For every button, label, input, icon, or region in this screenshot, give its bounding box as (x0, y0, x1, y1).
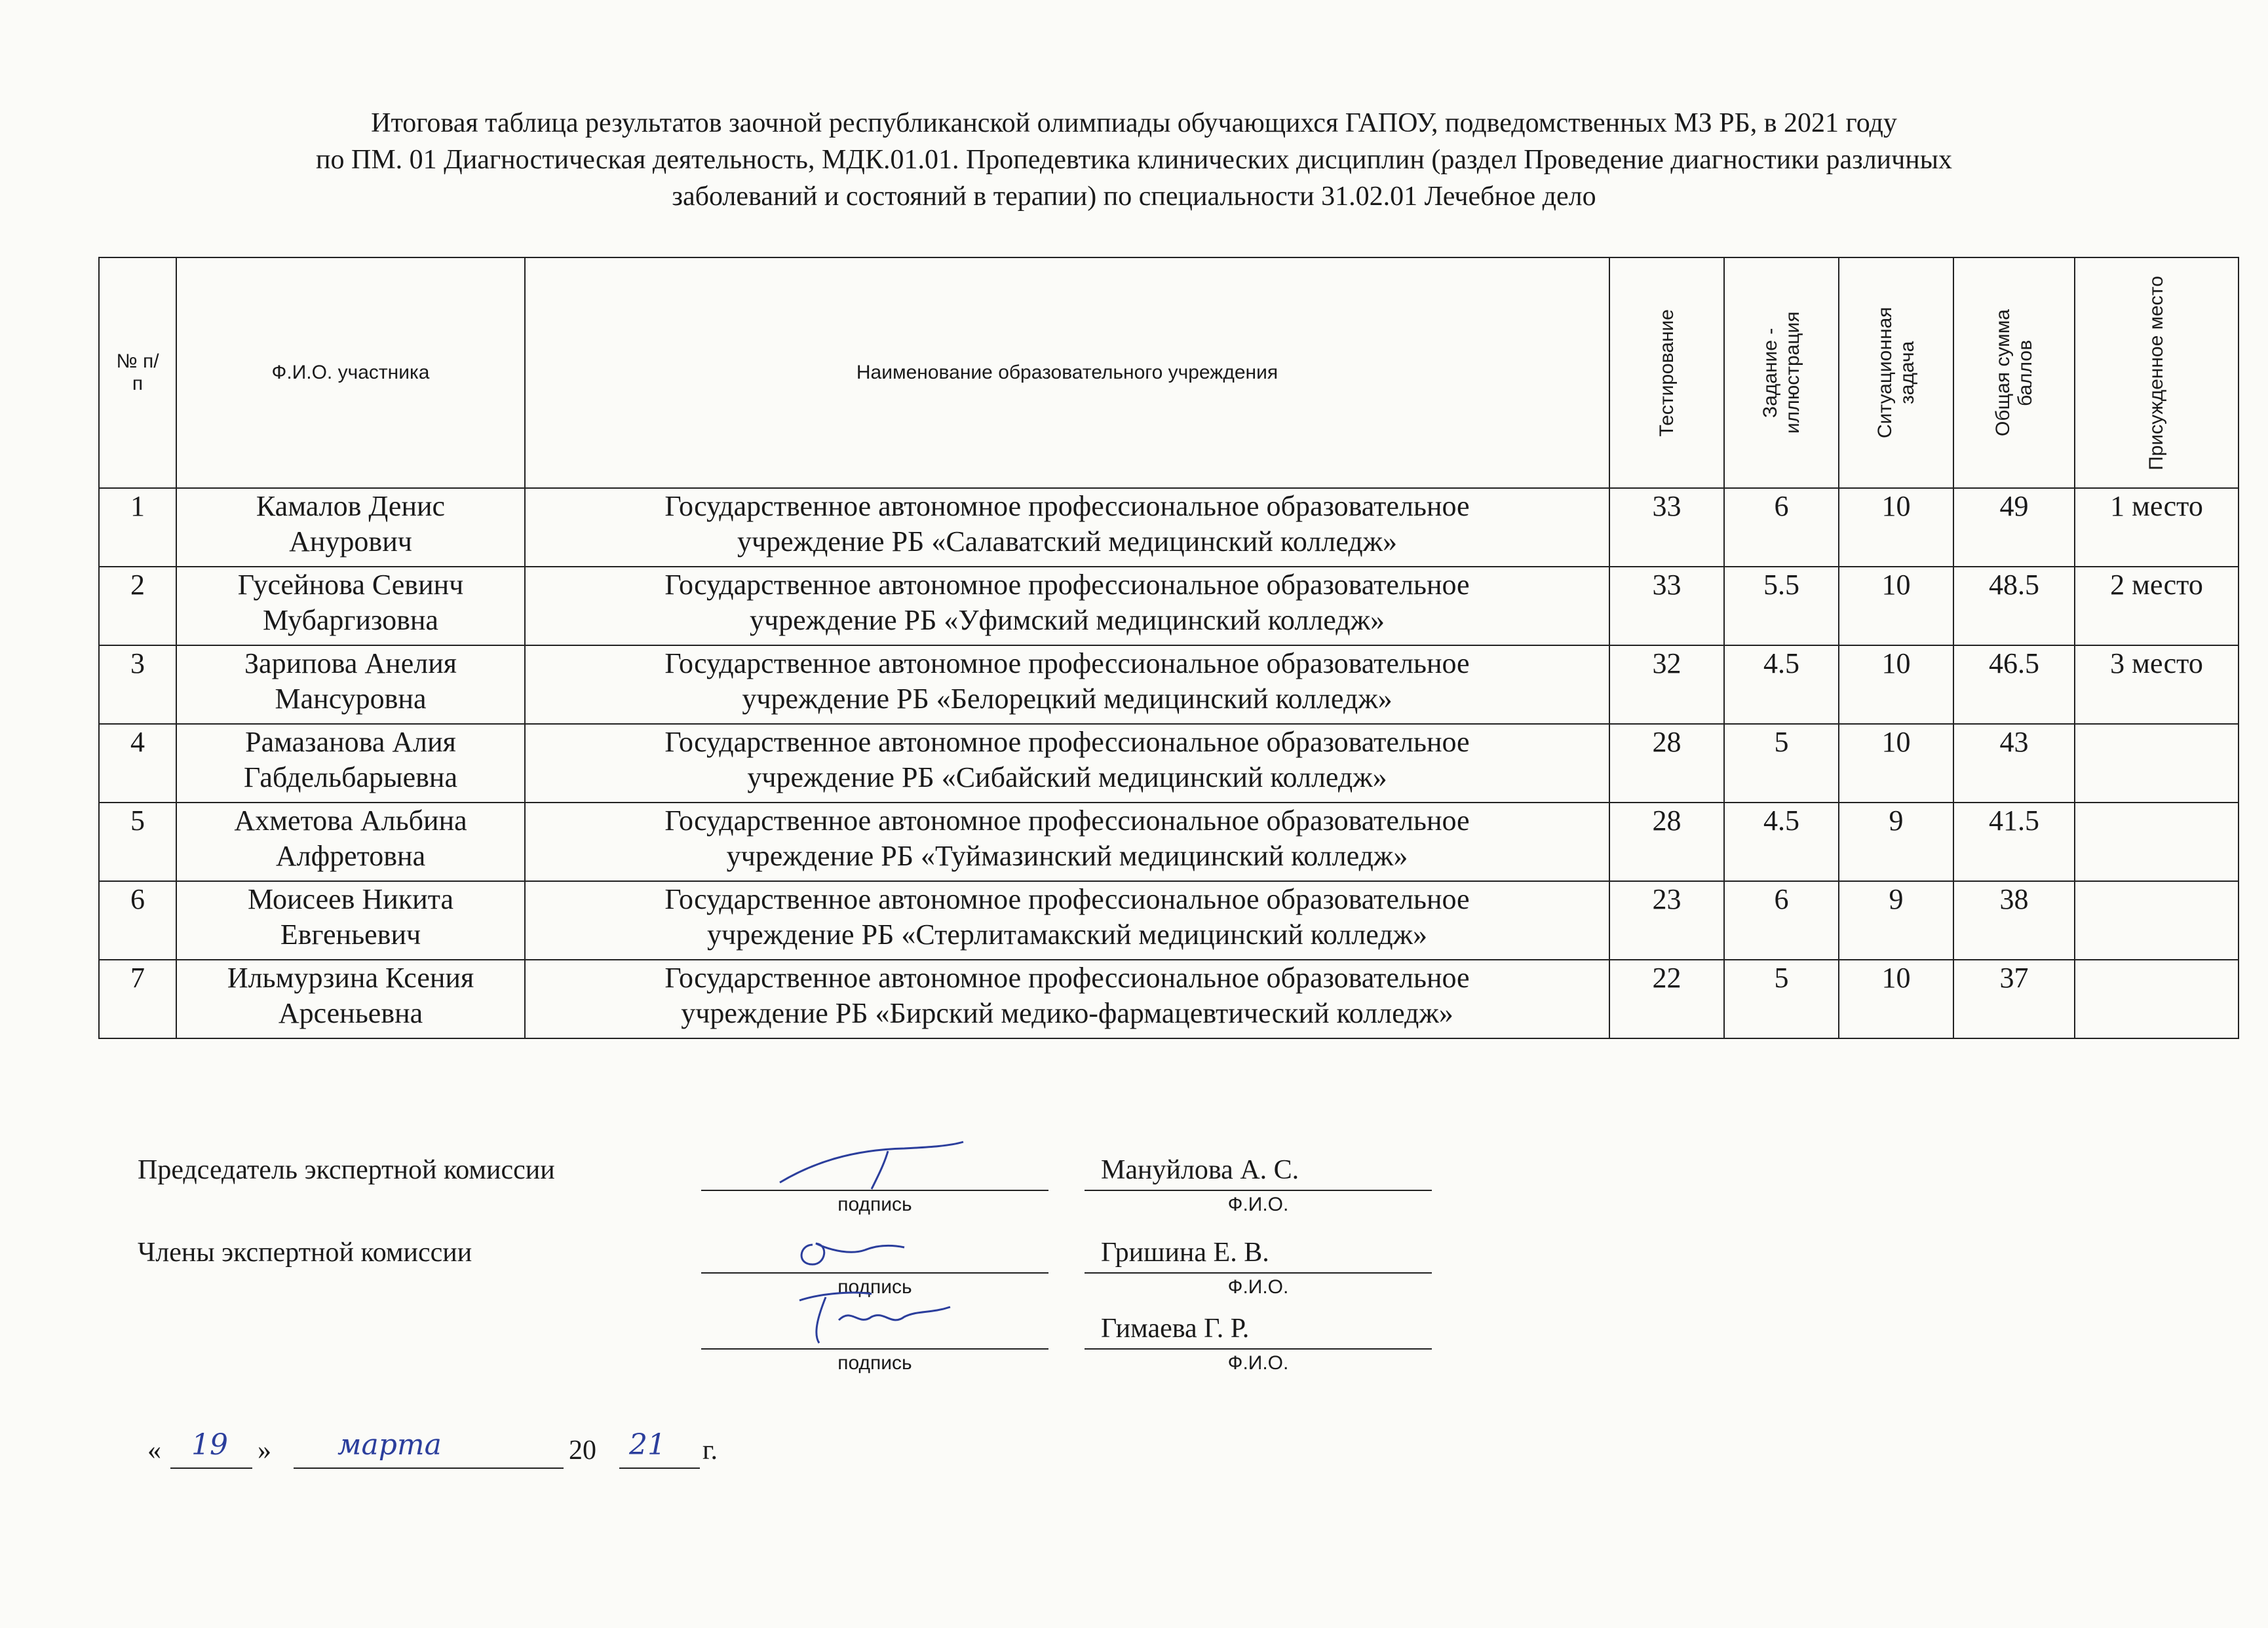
institution-line-2: учреждение РБ «Салаватский медицинский колледж» (737, 525, 1397, 558)
institution-line-2: учреждение РБ «Белорецкий медицинский колледж» (742, 683, 1393, 715)
cell-place (2075, 724, 2239, 803)
institution-line-1: Государственное автономное профессиональное образовательное (664, 490, 1470, 522)
chair-fio-caption: Ф.И.О. (1227, 1194, 1289, 1215)
cell-situation: 10 (1839, 567, 1953, 645)
cell-name (176, 567, 525, 645)
cell-total: 37 (1953, 960, 2075, 1038)
institution-line-2: учреждение РБ «Туймазинский медицинский колледж» (726, 840, 1408, 872)
institution-line-1: Государственное автономное профессиональное образовательное (664, 569, 1470, 601)
institution-line-2: учреждение РБ «Сибайский медицинский колледж» (747, 761, 1387, 793)
cell-illustration: 5 (1724, 960, 1839, 1038)
cell-total: 46.5 (1953, 645, 2075, 724)
date-open-quote: « (147, 1435, 161, 1466)
cell-test: 33 (1609, 488, 1724, 567)
member2-fio-caption: Ф.И.О. (1227, 1352, 1289, 1374)
name-line-1: Гусейнова Севинч (237, 569, 464, 601)
name-line-2: Анурович (289, 525, 412, 558)
header-illustration (1724, 257, 1839, 488)
cell-place (2075, 881, 2239, 960)
cell-test: 22 (1609, 960, 1724, 1038)
cell-num: 7 (99, 960, 176, 1038)
cell-name (176, 803, 525, 881)
institution-line-2: учреждение РБ «Стерлитамакский медицинский колледж» (706, 918, 1427, 951)
cell-illustration: 4.5 (1724, 803, 1839, 881)
cell-name (176, 881, 525, 960)
cell-total: 41.5 (1953, 803, 2075, 881)
institution-line-1: Государственное автономное профессиональное образовательное (664, 726, 1470, 758)
date-year-unit: г. (702, 1435, 718, 1466)
cell-situation: 9 (1839, 803, 1953, 881)
chair-fio-line (1085, 1190, 1432, 1191)
chair-signature-caption: подпись (837, 1194, 912, 1215)
header-test-label: Тестирование (1655, 309, 1678, 437)
cell-situation: 9 (1839, 881, 1953, 960)
title-line-3: заболеваний и состояний в терапии) по специальности 31.02.01 Лечебное дело (672, 181, 1596, 212)
cell-institution (525, 803, 1609, 881)
cell-num: 5 (99, 803, 176, 881)
cell-total: 48.5 (1953, 567, 2075, 645)
cell-place: 2 место (2075, 567, 2239, 645)
institution-line-2: учреждение РБ «Уфимский медицинский колледж» (750, 604, 1385, 636)
header-name: Ф.И.О. участника (176, 257, 525, 488)
header-situation (1839, 257, 1953, 488)
cell-name (176, 960, 525, 1038)
table-row (99, 488, 2239, 567)
member1-fio-caption: Ф.И.О. (1227, 1276, 1289, 1298)
table-row (99, 645, 2239, 724)
table-row (99, 803, 2239, 881)
members-label: Члены экспертной комиссии (138, 1238, 472, 1268)
table-row (99, 881, 2239, 960)
cell-place: 1 место (2075, 488, 2239, 567)
header-total (1953, 257, 2075, 488)
date-month: марта (337, 1428, 442, 1462)
cell-place (2075, 960, 2239, 1038)
header-row (99, 257, 2239, 488)
institution-line-1: Государственное автономное профессиональное образовательное (664, 805, 1470, 837)
name-line-1: Моисеев Никита (247, 883, 453, 915)
results-table (98, 257, 2239, 1039)
cell-illustration: 5.5 (1724, 567, 1839, 645)
member1-name: Гришина Е. В. (1101, 1238, 1269, 1268)
name-line-1: Ильмурзина Ксения (227, 962, 474, 994)
cell-num: 3 (99, 645, 176, 724)
cell-test: 32 (1609, 645, 1724, 724)
member2-signature-caption: подпись (837, 1352, 912, 1374)
member1-signature-caption: подпись (837, 1276, 912, 1298)
title-line-2: по ПМ. 01 Диагностическая деятельность, МДК.01.01. Пропедевтика клинических дисциплин (раздел Проведение диагностики различных (316, 145, 1952, 175)
member2-signature (780, 1281, 976, 1353)
chair-label: Председатель экспертной комиссии (138, 1155, 555, 1185)
cell-situation: 10 (1839, 960, 1953, 1038)
cell-illustration: 6 (1724, 488, 1839, 567)
cell-institution (525, 645, 1609, 724)
name-line-2: Арсеньевна (278, 997, 423, 1029)
chair-name: Мануйлова А. С. (1101, 1155, 1299, 1185)
header-num: № п/п (99, 257, 176, 488)
cell-institution (525, 567, 1609, 645)
date-month-line (294, 1467, 564, 1469)
header-illustration-label: Задание - иллюстрация (1759, 311, 1803, 434)
cell-num: 6 (99, 881, 176, 960)
date-year-prefix: 20 (569, 1435, 596, 1466)
table-row (99, 567, 2239, 645)
date-year-suffix: 21 (629, 1428, 666, 1462)
title-line-1: Итоговая таблица результатов заочной республиканской олимпиады обучающихся ГАПОУ, подведомственных МЗ РБ, в 2021 году (371, 108, 1897, 138)
header-test (1609, 257, 1724, 488)
cell-name (176, 724, 525, 803)
cell-total: 49 (1953, 488, 2075, 567)
cell-test: 33 (1609, 567, 1724, 645)
table-row (99, 960, 2239, 1038)
name-line-1: Камалов Денис (256, 490, 446, 522)
cell-total: 43 (1953, 724, 2075, 803)
cell-num: 1 (99, 488, 176, 567)
table-row (99, 724, 2239, 803)
cell-situation: 10 (1839, 488, 1953, 567)
institution-line-1: Государственное автономное профессиональное образовательное (664, 962, 1470, 994)
header-institution: Наименование образовательного учреждения (525, 257, 1609, 488)
name-line-2: Алфретовна (275, 840, 426, 872)
cell-num: 2 (99, 567, 176, 645)
cell-institution (525, 960, 1609, 1038)
date-day-line (170, 1467, 252, 1469)
cell-institution (525, 724, 1609, 803)
institution-line-2: учреждение РБ «Бирский медико-фармацевтический колледж» (681, 997, 1453, 1029)
cell-place: 3 место (2075, 645, 2239, 724)
header-situation-label: Ситуационная задача (1874, 307, 1918, 439)
member1-signature (786, 1225, 917, 1278)
cell-test: 23 (1609, 881, 1724, 960)
member2-fio-line (1085, 1348, 1432, 1350)
cell-test: 28 (1609, 803, 1724, 881)
cell-illustration: 6 (1724, 881, 1839, 960)
cell-name (176, 645, 525, 724)
cell-illustration: 4.5 (1724, 645, 1839, 724)
name-line-2: Мубаргизовна (263, 604, 438, 636)
header-total-label: Общая сумма баллов (1991, 309, 2036, 437)
cell-place (2075, 803, 2239, 881)
cell-num: 4 (99, 724, 176, 803)
name-line-2: Мансуровна (275, 683, 427, 715)
member1-fio-line (1085, 1272, 1432, 1274)
name-line-1: Ахметова Альбина (234, 805, 467, 837)
date-day: 19 (191, 1428, 228, 1462)
cell-institution (525, 488, 1609, 567)
cell-test: 28 (1609, 724, 1724, 803)
name-line-2: Евгеньевич (280, 918, 421, 951)
document-title (0, 105, 2268, 215)
name-line-1: Зарипова Анелия (244, 647, 457, 679)
cell-illustration: 5 (1724, 724, 1839, 803)
institution-line-1: Государственное автономное профессиональное образовательное (664, 647, 1470, 679)
header-place-label: Присужденное место (2145, 275, 2167, 470)
chair-signature (773, 1137, 970, 1196)
cell-name (176, 488, 525, 567)
cell-institution (525, 881, 1609, 960)
header-place (2075, 257, 2239, 488)
date-close-quote: » (258, 1435, 271, 1466)
name-line-2: Габдельбарыевна (244, 761, 457, 793)
institution-line-1: Государственное автономное профессиональное образовательное (664, 883, 1470, 915)
member2-name: Гимаева Г. Р. (1101, 1314, 1250, 1344)
cell-situation: 10 (1839, 645, 1953, 724)
date-year-line (619, 1467, 700, 1469)
name-line-1: Рамазанова Алия (245, 726, 456, 758)
cell-situation: 10 (1839, 724, 1953, 803)
cell-total: 38 (1953, 881, 2075, 960)
